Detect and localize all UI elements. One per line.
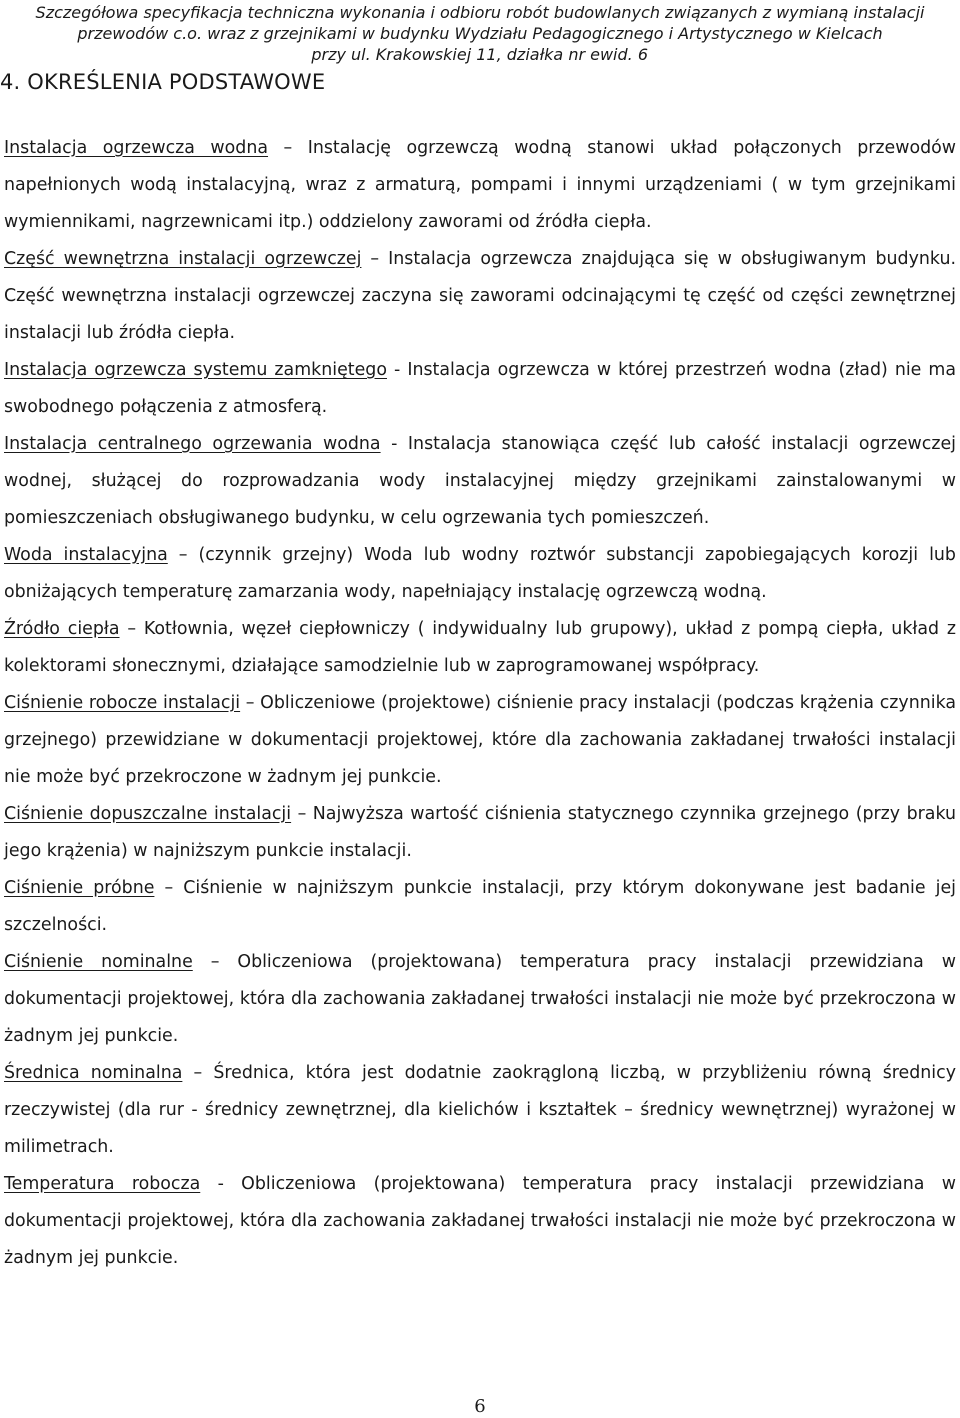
header-line-2: przewodów c.o. wraz z grzejnikami w budynku Wydziału Pedagogicznego i Artystycznego w Kielcach bbox=[77, 24, 883, 43]
header-line-1: Szczegółowa specyfikacja techniczna wykonania i odbioru robót budowlanych związanych z wymianą instalacji bbox=[35, 3, 925, 22]
definition-text: – Obliczeniowe (projektowe) ciśnienie pracy instalacji (podczas krążenia czynnika grzejnego) przewidziane w dokumentacji projektowej, które dla zachowania zakładanej trwałości instalacji nie może być przekroczone w żadnym jej punkcie. bbox=[4, 693, 956, 787]
definition-term: Instalacja ogrzewcza wodna bbox=[4, 138, 269, 158]
section-title: 4. OKREŚLENIA PODSTAWOWE bbox=[0, 70, 326, 94]
definition-text: – Kotłownia, węzeł ciepłowniczy ( indywidualny lub grupowy), układ z pompą ciepła, układ z kolektorami słonecznymi, działające samodzielnie lub w zaprogramowanej współpracy. bbox=[4, 619, 956, 676]
definition-cisnienie-dopuszczalne bbox=[4, 796, 956, 870]
definition-system-zamkniety bbox=[4, 352, 956, 426]
definition-text: – Ciśnienie w najniższym punkcie instalacji, przy którym dokonywane jest badanie jej szczelności. bbox=[4, 878, 956, 935]
definition-text: – Średnica, która jest dodatnie zaokrągloną liczbą, w przybliżeniu równą średnicy rzeczywistej (dla rur - średnicy zewnętrznej, dla kielichów i kształtek – średnicy wewnętrznej) wyrażonej w milimetrach. bbox=[4, 1063, 956, 1157]
definition-woda-instalacyjna bbox=[4, 537, 956, 611]
definition-text: – (czynnik grzejny) Woda lub wodny roztwór substancji zapobiegających korozji lub obniżających temperaturę zamarzania wody, napełniający instalację ogrzewczą wodną. bbox=[4, 545, 956, 602]
document-header bbox=[0, 2, 960, 65]
definition-text: - Instalacja stanowiąca część lub całość instalacji ogrzewczej wodnej, służącej do rozprowadzania wody instalacyjnej między grzejnikami zainstalowanymi w pomieszczeniach obsługiwanego budynku, w celu ogrzewania tych pomieszczeń. bbox=[4, 434, 956, 528]
definition-term: Ciśnienie próbne bbox=[4, 878, 155, 898]
header-line-3: przy ul. Krakowskiej 11, działka nr ewid. 6 bbox=[311, 45, 648, 64]
definition-cisnienie-robocze bbox=[4, 685, 956, 796]
definition-text: – Najwyższa wartość ciśnienia statycznego czynnika grzejnego (przy braku jego krążenia) w najniższym punkcie instalacji. bbox=[4, 804, 956, 861]
definition-srednica-nominalna bbox=[4, 1055, 956, 1166]
definition-centralne-ogrzewanie bbox=[4, 426, 956, 537]
definition-text: - Obliczeniowa (projektowana) temperatura pracy instalacji przewidziana w dokumentacji projektowej, która dla zachowania zakładanej trwałości instalacji nie może być przekroczona w żadnym jej punkcie. bbox=[4, 1174, 956, 1268]
definition-term: Temperatura robocza bbox=[4, 1174, 201, 1194]
definition-instalacja-ogrzewcza-wodna bbox=[4, 130, 956, 241]
definition-cisnienie-probne bbox=[4, 870, 956, 944]
definition-term: Źródło ciepła bbox=[4, 619, 120, 639]
definition-term: Instalacja centralnego ogrzewania wodna bbox=[4, 434, 381, 454]
definition-term: Ciśnienie nominalne bbox=[4, 952, 193, 972]
definition-text: – Instalacja ogrzewcza znajdująca się w obsługiwanym budynku. Część wewnętrzna instalacji ogrzewczej zaczyna się zaworami odcinającymi tę część od części zewnętrznej instalacji lub źródła ciepła. bbox=[4, 249, 956, 343]
definition-text: – Obliczeniowa (projektowana) temperatura pracy instalacji przewidziana w dokumentacji projektowej, która dla zachowania zakładanej trwałości instalacji nie może być przekroczona w żadnym jej punkcie. bbox=[4, 952, 956, 1046]
definition-term: Woda instalacyjna bbox=[4, 545, 168, 565]
definition-text: – Instalację ogrzewczą wodną stanowi układ połączonych przewodów napełnionych wodą instalacyjną, wraz z armaturą, pompami i innymi urządzeniami ( w tym grzejnikami wymiennikami, nagrzewnicami itp.) oddzielony zaworami od źródła ciepła. bbox=[4, 138, 957, 232]
definition-term: Ciśnienie robocze instalacji bbox=[4, 693, 241, 713]
definition-temperatura-robocza bbox=[4, 1166, 956, 1277]
definition-zrodlo-ciepla bbox=[4, 611, 956, 685]
definition-czesc-wewnetrzna bbox=[4, 241, 956, 352]
definition-term: Część wewnętrzna instalacji ogrzewczej bbox=[4, 249, 362, 269]
definition-text: - Instalacja ogrzewcza w której przestrzeń wodna (zład) nie ma swobodnego połączenia z atmosferą. bbox=[4, 360, 956, 417]
definitions-list bbox=[4, 130, 956, 1277]
page-number: 6 bbox=[474, 1396, 486, 1417]
definition-term: Średnica nominalna bbox=[4, 1063, 183, 1083]
definition-term: Ciśnienie dopuszczalne instalacji bbox=[4, 804, 292, 824]
definition-term: Instalacja ogrzewcza systemu zamkniętego bbox=[4, 360, 387, 380]
definition-cisnienie-nominalne bbox=[4, 944, 956, 1055]
